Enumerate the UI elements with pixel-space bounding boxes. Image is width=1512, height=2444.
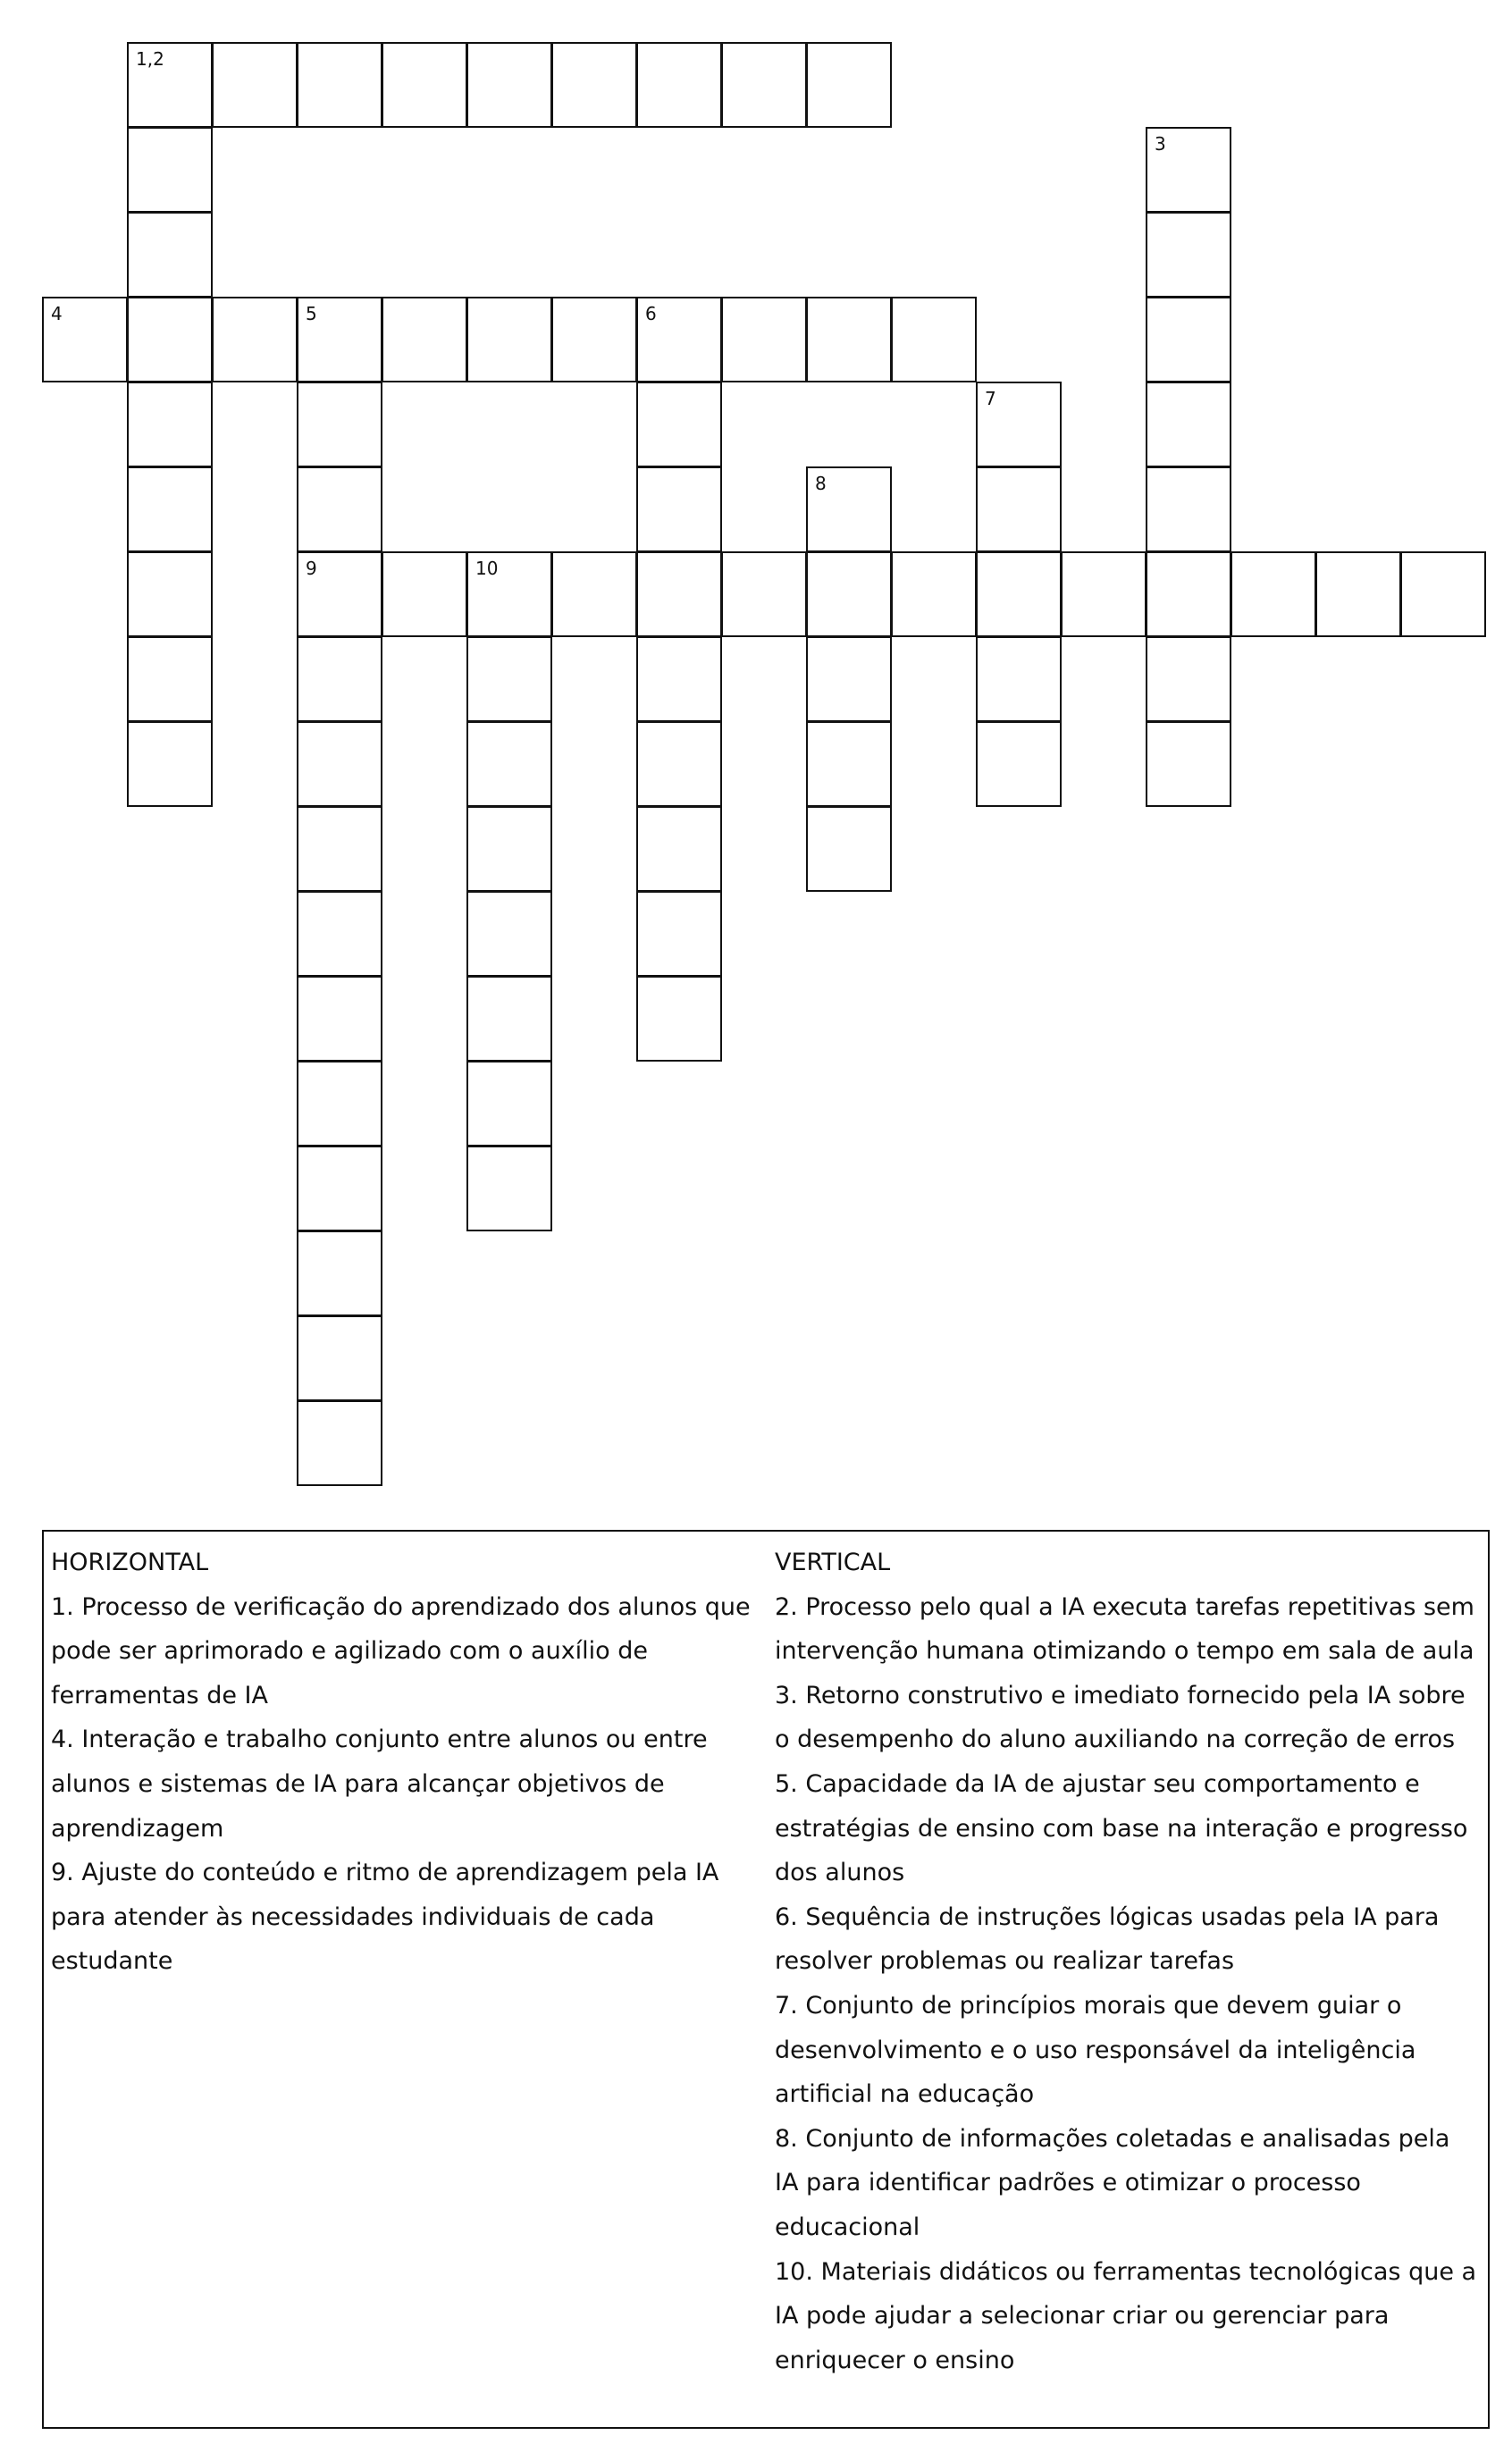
crossword-cell[interactable]: [297, 1400, 382, 1486]
crossword-cell[interactable]: [636, 382, 722, 467]
crossword-cell[interactable]: [297, 1146, 382, 1231]
crossword-cell[interactable]: [127, 127, 213, 213]
crossword-cell[interactable]: [1146, 721, 1231, 807]
vertical-clue-line: 8. Conjunto de informações coletadas e analisadas pela: [775, 2124, 1450, 2153]
crossword-cell[interactable]: [721, 297, 807, 382]
crossword-cell[interactable]: [806, 297, 892, 382]
crossword-cell[interactable]: [1231, 551, 1316, 637]
crossword-cell[interactable]: [636, 721, 722, 807]
crossword-cell[interactable]: [636, 891, 722, 977]
crossword-cell[interactable]: [127, 212, 213, 298]
horizontal-clue-line: ferramentas de IA: [51, 1681, 268, 1709]
crossword-cell[interactable]: [466, 636, 552, 722]
crossword-cell[interactable]: [806, 42, 892, 128]
vertical-clue-line: IA para identificar padrões e otimizar o processo: [775, 2169, 1361, 2197]
vertical-clues: [775, 1541, 1490, 2382]
crossword-cell[interactable]: [466, 1061, 552, 1146]
horizontal-clue-line: aprendizagem: [51, 1814, 224, 1843]
vertical-clue-line: o desempenho do aluno auxiliando na correção de erros: [775, 1726, 1456, 1754]
crossword-cell[interactable]: [976, 636, 1062, 722]
vertical-clue-line: 7. Conjunto de princípios morais que devem guiar o: [775, 1991, 1402, 2020]
vertical-clue-line: educacional: [775, 2213, 920, 2241]
clue-number: 5: [306, 303, 317, 324]
crossword-cell[interactable]: [806, 806, 892, 892]
crossword-cell[interactable]: [466, 1146, 552, 1231]
crossword-cell[interactable]: [382, 42, 467, 128]
crossword-cell[interactable]: [551, 297, 637, 382]
crossword-cell[interactable]: [636, 976, 722, 1062]
crossword-cell[interactable]: [636, 636, 722, 722]
clue-number: 4: [51, 303, 63, 324]
crossword-cell[interactable]: [551, 551, 637, 637]
crossword-cell[interactable]: [891, 551, 977, 637]
clue-number: 1,2: [136, 48, 164, 70]
crossword-cell[interactable]: [806, 636, 892, 722]
horizontal-clue-line: 4. Interação e trabalho conjunto entre alunos ou entre: [51, 1726, 708, 1754]
crossword-cell[interactable]: [382, 551, 467, 637]
crossword-cell[interactable]: [1146, 551, 1231, 637]
crossword-cell[interactable]: [297, 551, 382, 637]
vertical-clue-line: estratégias de ensino com base na interação e progresso: [775, 1814, 1468, 1843]
crossword-cell[interactable]: [42, 297, 128, 382]
vertical-clue-line: 2. Processo pelo qual a IA executa tarefas repetitivas sem: [775, 1592, 1474, 1621]
crossword-cell[interactable]: [297, 1061, 382, 1146]
crossword-cell[interactable]: [976, 721, 1062, 807]
crossword-cell[interactable]: [212, 297, 298, 382]
crossword-cell[interactable]: [1146, 466, 1231, 552]
crossword-cell[interactable]: [976, 551, 1062, 637]
crossword-cell[interactable]: [806, 466, 892, 552]
clue-number: 8: [815, 473, 827, 494]
horizontal-clue-line: estudante: [51, 1947, 173, 1976]
horizontal-clues: [51, 1541, 766, 1984]
vertical-clue-line: dos alunos: [775, 1859, 905, 1887]
crossword-cell[interactable]: [127, 721, 213, 807]
crossword-cell[interactable]: [127, 297, 213, 382]
clues-box: [42, 1530, 1490, 2429]
crossword-cell[interactable]: [466, 551, 552, 637]
vertical-clue-line: 3. Retorno construtivo e imediato fornecido pela IA sobre: [775, 1681, 1466, 1709]
clue-number: 7: [985, 388, 996, 409]
crossword-cell[interactable]: [127, 382, 213, 467]
crossword-cell[interactable]: [382, 297, 467, 382]
crossword-cell[interactable]: [806, 721, 892, 807]
clue-number: 6: [645, 303, 657, 324]
crossword-cell[interactable]: [466, 297, 552, 382]
horizontal-clue-line: pode ser aprimorado e agilizado com o auxílio de: [51, 1637, 649, 1666]
crossword-cell[interactable]: [636, 466, 722, 552]
crossword-cell[interactable]: [212, 42, 298, 128]
horizontal-clue-line: 9. Ajuste do conteúdo e ritmo de aprendizagem pela IA: [51, 1859, 719, 1887]
crossword-cell[interactable]: [466, 42, 552, 128]
vertical-clue-heading: VERTICAL: [775, 1549, 891, 1576]
crossword-cell[interactable]: [297, 466, 382, 552]
crossword-cell[interactable]: [297, 1230, 382, 1316]
crossword-cell[interactable]: [551, 42, 637, 128]
crossword-cell[interactable]: [297, 891, 382, 977]
crossword-cell[interactable]: [976, 466, 1062, 552]
vertical-clue-line: 6. Sequência de instruções lógicas usadas pela IA para: [775, 1902, 1440, 1931]
crossword-cell[interactable]: [721, 551, 807, 637]
crossword-cell[interactable]: [636, 297, 722, 382]
clue-number: 3: [1155, 133, 1166, 155]
crossword-cell[interactable]: [127, 636, 213, 722]
crossword-cell[interactable]: [466, 806, 552, 892]
horizontal-clue-heading: HORIZONTAL: [51, 1549, 209, 1576]
crossword-cell[interactable]: [127, 42, 213, 128]
crossword-cell[interactable]: [1315, 551, 1401, 637]
clue-number: 9: [306, 558, 317, 579]
vertical-clue-line: artificial na educação: [775, 2080, 1035, 2109]
crossword-cell[interactable]: [297, 636, 382, 722]
vertical-clue-line: IA pode ajudar a selecionar criar ou gerenciar para: [775, 2302, 1390, 2331]
crossword-cell[interactable]: [636, 551, 722, 637]
crossword-cell[interactable]: [297, 806, 382, 892]
crossword-cell[interactable]: [721, 42, 807, 128]
crossword-cell[interactable]: [1400, 551, 1486, 637]
crossword-cell[interactable]: [297, 976, 382, 1062]
crossword-cell[interactable]: [466, 721, 552, 807]
crossword-cell[interactable]: [297, 297, 382, 382]
horizontal-clue-line: 1. Processo de verificação do aprendizado dos alunos que: [51, 1592, 751, 1621]
clue-number: 10: [475, 558, 499, 579]
horizontal-clue-line: para atender às necessidades individuais de cada: [51, 1902, 655, 1931]
crossword-cell[interactable]: [636, 42, 722, 128]
vertical-clue-line: desenvolvimento e o uso responsável da inteligência: [775, 2036, 1416, 2064]
crossword-cell[interactable]: [297, 42, 382, 128]
vertical-clue-line: enriquecer o ensino: [775, 2346, 1015, 2374]
crossword-cell[interactable]: [127, 551, 213, 637]
crossword-cell[interactable]: [297, 721, 382, 807]
vertical-clue-line: 10. Materiais didáticos ou ferramentas tecnológicas que a: [775, 2257, 1477, 2286]
crossword-cell[interactable]: [1061, 551, 1147, 637]
vertical-clue-line: 5. Capacidade da IA de ajustar seu comportamento e: [775, 1769, 1420, 1798]
crossword-cell[interactable]: [1146, 297, 1231, 382]
crossword-cell[interactable]: [466, 891, 552, 977]
horizontal-clue-line: alunos e sistemas de IA para alcançar objetivos de: [51, 1769, 665, 1798]
crossword-cell[interactable]: [297, 382, 382, 467]
crossword-cell[interactable]: [806, 551, 892, 637]
crossword-cell[interactable]: [297, 1315, 382, 1401]
vertical-clue-line: resolver problemas ou realizar tarefas: [775, 1947, 1235, 1976]
crossword-cell[interactable]: [127, 466, 213, 552]
crossword-cell[interactable]: [1146, 382, 1231, 467]
vertical-clue-line: intervenção humana otimizando o tempo em sala de aula: [775, 1637, 1474, 1666]
crossword-cell[interactable]: [1146, 127, 1231, 213]
crossword-cell[interactable]: [636, 806, 722, 892]
crossword-cell[interactable]: [1146, 636, 1231, 722]
crossword-cell[interactable]: [466, 976, 552, 1062]
crossword-cell[interactable]: [1146, 212, 1231, 298]
crossword-cell[interactable]: [976, 382, 1062, 467]
crossword-cell[interactable]: [891, 297, 977, 382]
